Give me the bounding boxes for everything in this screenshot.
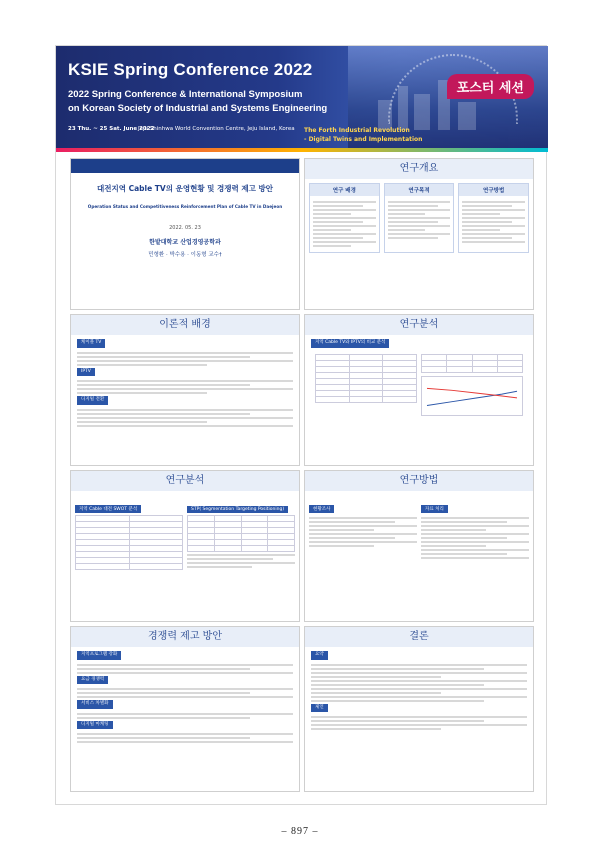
analysis-slide-2 (70, 470, 300, 622)
conference-motto: The Forth Industrial Revolution (304, 127, 410, 134)
slide-heading: 연구분석 (71, 471, 299, 491)
method-slide (304, 470, 534, 622)
section-tag: 요약 (311, 651, 328, 660)
slide-heading: 연구방법 (305, 471, 533, 491)
conference-venue: Jeju Shinhwa World Convention Centre, Jeju Island, Korea (138, 126, 295, 132)
banner-stripe (56, 148, 548, 152)
overview-column-title: 연구목적 (385, 184, 454, 196)
overview-slide (304, 158, 534, 310)
presentation-date: 2022. 05. 23 (169, 225, 201, 231)
comparison-table (315, 354, 417, 403)
section-tag: 자료 처리 (421, 505, 448, 513)
building-graphic (458, 102, 476, 130)
background-slide (70, 314, 300, 466)
section-tag: 지역 Cable TV와 IPTV의 비교 분석 (311, 339, 389, 348)
section-tag: 제언 (311, 704, 328, 713)
presentation-authors: 민형환 · 박수용 · 이동형 교수† (148, 252, 222, 258)
section-tag: 디지털 마케팅 (77, 721, 113, 730)
analysis-slide-1 (304, 314, 534, 466)
presentation-affiliation: 한밭대학교 산업경영공학과 (149, 239, 221, 246)
conference-banner (56, 46, 548, 152)
title-slide (70, 158, 300, 310)
conference-subtitle: 2022 Spring Conference & International Symposium (68, 89, 303, 100)
section-tag: 케이블 TV (77, 339, 105, 348)
slide-heading: 경쟁력 제고 방안 (71, 627, 299, 647)
section-tag: 서비스 차별화 (77, 700, 113, 709)
overview-column-title: 연구 배경 (310, 184, 379, 196)
presentation-title: 대전지역 Cable TV의 운영현황 및 경쟁력 제고 방안 (97, 184, 273, 193)
conference-subtitle: on Korean Society of Industrial and Systems Engineering (68, 103, 328, 114)
conference-title: KSIE Spring Conference 2022 (68, 60, 313, 79)
overview-column-title: 연구방법 (459, 184, 528, 196)
slide-heading: 이론적 배경 (71, 315, 299, 335)
slide-heading: 연구분석 (305, 315, 533, 335)
slide-heading: 연구개요 (305, 159, 533, 179)
building-graphic (398, 86, 408, 130)
subscriber-table (421, 354, 523, 373)
section-tag: IPTV (77, 368, 95, 377)
section-tag: STP( Segmentation Targeting Positioning) (187, 506, 288, 513)
section-tag: 지역 Cable 대전 SWOT 분석 (75, 505, 141, 513)
trend-lines (422, 377, 522, 415)
building-graphic (414, 94, 430, 130)
presentation-english-title: Operation Status and Competitiveness Reinforcement Plan of Cable TV in Daejeon (87, 204, 283, 209)
poster (55, 45, 547, 805)
stp-table (187, 515, 295, 552)
slide-heading: 결론 (305, 627, 533, 647)
section-tag: 디지털 전환 (77, 396, 108, 405)
section-tag: 요금 경쟁력 (77, 676, 108, 685)
conclusion-slide (304, 626, 534, 792)
conference-date: 23 Thu. ~ 25 Sat. June 2022 (68, 126, 155, 132)
overview-column (384, 183, 455, 253)
plan-slide (70, 626, 300, 792)
overview-columns (305, 179, 533, 257)
page-number: – 897 – (281, 826, 319, 837)
section-tag: 지역프로그램 강화 (77, 651, 121, 660)
swot-table (75, 515, 183, 570)
overview-column (458, 183, 529, 253)
poster-session-badge: 포스터 세션 (447, 74, 534, 99)
building-graphic (378, 100, 392, 130)
section-tag: 현황조사 (309, 505, 334, 513)
slide-band (71, 159, 299, 173)
subscriber-trend-chart (421, 376, 523, 416)
conference-motto: - Digital Twins and Implementation (304, 136, 423, 143)
overview-column (309, 183, 380, 253)
